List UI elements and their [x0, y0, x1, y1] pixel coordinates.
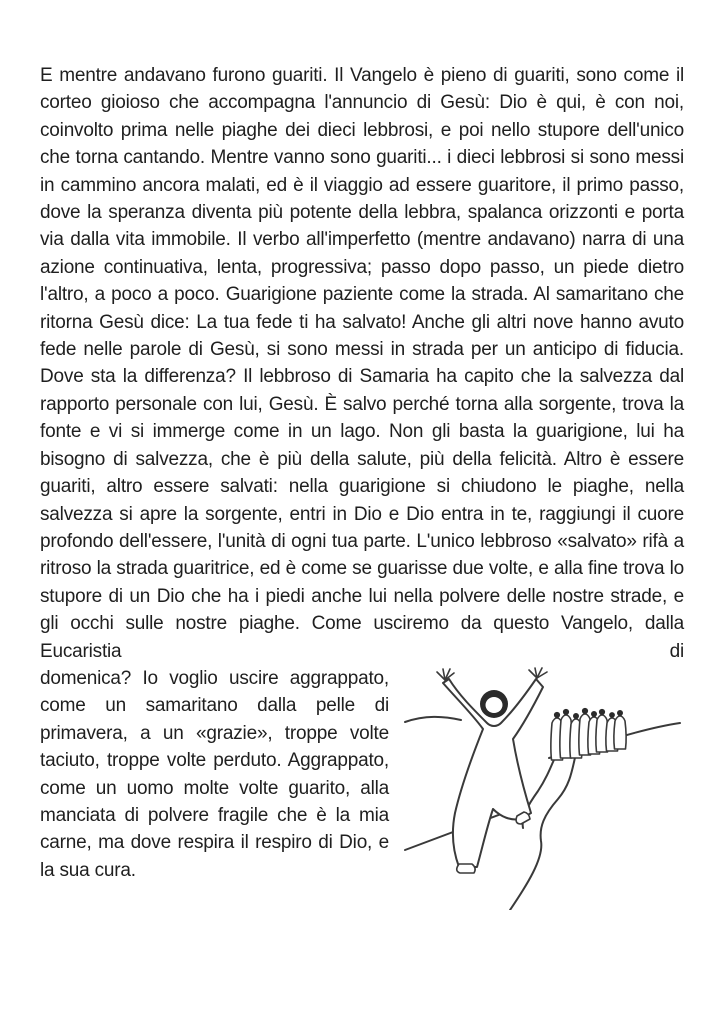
article-paragraph-part2: domenica? Io voglio uscire aggrappato, come un samaritano dalla pelle di primavera, a un «grazie», troppe volte taciuto, troppe volte perduto. Aggrappato, come un uomo molte volte guarito, alla manciata di polvere fragile che è la mia carne, ma dove respira il respiro di Dio, e la sua cura. — [40, 667, 389, 881]
front-foot — [457, 864, 475, 873]
face — [486, 697, 503, 713]
right-hand-fingers — [529, 668, 547, 678]
lepers-group — [551, 708, 626, 760]
jesus-raised-arms-with-departing-lepers-illustration — [399, 667, 684, 910]
article-paragraph-part1: E mentre andavano furono guariti. Il Vangelo è pieno di guariti, sono come il corteo gioioso che accompagna l'annuncio di Gesù: Dio è qui, è con noi, coinvolto prima nelle piaghe dei dieci lebbrosi, e poi nello stupore dell'unico che torna cantando. Mentre vanno sono guariti... i dieci lebbrosi si sono messi in cammino ancora malati, ed è il viaggio ad essere guaritore, il primo passo, dove la speranza diventa più potente della lebbra, spalanca orizzonti e porta via dalla vita immobile. Il verbo all'imperfetto (mentre andavano) narra di una azione continuativa, lenta, progressiva; passo dopo passo, un piede dietro l'altro, a poco a poco. Guarigione paziente come la strada. Al samaritano che ritorna Gesù dice: La tua fede ti ha salvato! Anche gli altri nove hanno avuto fede nelle parole di Gesù, si sono messi in strada per un anticipo di fiducia. Dove sta la differenza? Il lebbroso di Samaria ha capito che la salvezza dal rapporto personale con lui, Gesù. È salvo perché torna alla sorgente, trova la fonte e vi si immerge come in un lago. Non gli basta la guarigione, lui ha bisogno di salvezza, che è più della salute, più della felicità. Altro è essere guariti, altro essere salvati: nella guarigione si chiudono le piaghe, nella salvezza si apre la sorgente, entri in Dio e Dio entra in te, raggiungi il cuore profondo dell'essere, l'unità di ogni tua parte. L'unico lebbroso «salvato» rifà a ritroso la strada guaritrice, ed è come se guarisse due volte, e alla fine trova lo stupore di un Dio che ha i piedi anche lui nella polvere delle nostre strade, e gli occhi sulle nostre piaghe. Come usciremo da questo Vangelo, dalla Eucaristia di — [40, 65, 684, 662]
horizon-line-left — [405, 717, 461, 722]
illustration-figure — [399, 667, 684, 910]
jesus-figure — [437, 668, 547, 873]
left-hand-fingers — [437, 669, 454, 680]
